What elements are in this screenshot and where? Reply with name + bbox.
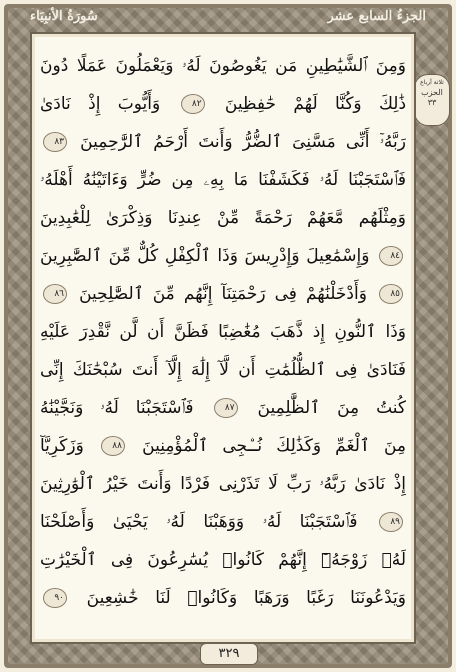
verse-line: [40, 580, 406, 616]
line-text: كُنتُ مِنَ ٱلظَّٰلِمِينَ: [257, 398, 406, 418]
hizb-marker-label: الحزب: [421, 88, 443, 97]
hizb-marker-number: ٣٣: [427, 98, 437, 107]
line-text-continued: وَأَيُّوبَ إِذْ نَادَىٰ: [40, 94, 161, 114]
verse-line: [40, 314, 406, 350]
line-text: مِنَ ٱلْغَمِّ وَكَذَٰلِكَ نُـۨجِى ٱلْمُؤْمِنِينَ: [142, 436, 406, 456]
verse-line: [40, 466, 406, 502]
ayah-number-marker: ٨٦: [43, 284, 67, 304]
page-number: ٣٢٩: [200, 643, 258, 665]
line-text: وَمِثْلَهُم مَّعَهُمْ رَحْمَةً مِّنْ عِندِنَا وَذِكْرَىٰ لِلْعَٰبِدِينَ: [40, 208, 406, 228]
ayah-number-marker: ٨٢: [181, 94, 205, 114]
ayah-number-marker: ٨٤: [379, 246, 403, 266]
page-header: [22, 6, 434, 26]
ayah-number-marker: ٨٧: [214, 398, 238, 418]
surah-name: سُورَةُ الأنبِيَاء: [30, 8, 98, 24]
line-text: وَأَدْخَلْنَٰهُمْ فِى رَحْمَتِنَآ إِنَّهُم مِّنَ ٱلصَّٰلِحِينَ: [79, 284, 367, 304]
verse-line: [40, 48, 406, 84]
line-text-continued: وَزَكَرِيَّآ: [40, 436, 84, 456]
line-text-continued: فَٱسْتَجَبْنَا لَهُۥ وَنَجَّيْنَٰهُ: [40, 398, 194, 418]
verse-line: [40, 200, 406, 236]
text-panel: [30, 32, 416, 644]
ayah-number-marker: ٨٥: [379, 284, 403, 304]
line-text: وَإِسْمَٰعِيلَ وَإِدْرِيسَ وَذَا ٱلْكِفْلِ كُلٌّ مِّنَ ٱلصَّٰبِرِينَ: [40, 246, 370, 266]
hizb-marker-quarter: ثلاثة أرباع: [420, 79, 444, 86]
line-text: فَٱسْتَجَبْنَا لَهُۥ فَكَشَفْنَا مَا بِهِۦ مِن ضُرٍّ وَءَاتَيْنَٰهُ أَهْلَهُۥ: [40, 170, 406, 190]
verse-line: [40, 276, 406, 312]
verse-line: [40, 390, 406, 426]
verse-line: [40, 352, 406, 388]
line-text: فَنَادَىٰ فِى ٱلظُّلُمَٰتِ أَن لَّآ إِلَٰهَ إِلَّآ أَنتَ سُبْحَٰنَكَ إِنِّى: [40, 360, 406, 380]
ayah-number-marker: ٨٩: [379, 512, 403, 532]
verse-line: [40, 162, 406, 198]
line-text: ذَٰلِكَ وَكُنَّا لَهُمْ حَٰفِظِينَ: [224, 94, 406, 114]
line-text: وَذَا ٱلنُّونِ إِذ ذَّهَبَ مُغَٰضِبًا فَظَنَّ أَن لَّن نَّقْدِرَ عَلَيْهِ: [40, 322, 406, 342]
hizb-marker: [414, 74, 450, 126]
line-text: فَٱسْتَجَبْنَا لَهُۥ وَوَهَبْنَا لَهُۥ يَحْيَىٰ وَأَصْلَحْنَا: [40, 512, 358, 532]
verse-line: [40, 124, 406, 160]
verse-line: [40, 542, 406, 578]
line-text: لَهُۥ زَوْجَهُۥٓ إِنَّهُمْ كَانُوا۟ يُسَٰرِعُونَ فِى ٱلْخَيْرَٰتِ: [40, 550, 406, 570]
ayah-number-marker: ٨٣: [43, 132, 67, 152]
verse-line: [40, 86, 406, 122]
juz-name: الجزءُ السابع عشر: [327, 8, 426, 24]
line-text: إِذْ نَادَىٰ رَبَّهُۥ رَبِّ لَا تَذَرْنِى فَرْدًا وَأَنتَ خَيْرُ ٱلْوَٰرِثِينَ: [40, 474, 406, 494]
ayah-number-marker: ٨٨: [101, 436, 125, 456]
verse-lines: [40, 48, 406, 632]
line-text: وَمِنَ ٱلشَّيَٰطِينِ مَن يَغُوصُونَ لَهُۥ وَيَعْمَلُونَ عَمَلًا دُونَ: [40, 56, 406, 76]
verse-line: [40, 504, 406, 540]
verse-line: [40, 238, 406, 274]
verse-line: [40, 428, 406, 464]
ayah-number-marker: ٩٠: [43, 588, 67, 608]
line-text: وَيَدْعُونَنَا رَغَبًا وَرَهَبًا وَكَانُوا۟ لَنَا خَٰشِعِينَ: [86, 588, 406, 608]
line-text: رَبَّهُۥٓ أَنِّى مَسَّنِىَ ٱلضُّرُّ وَأَنتَ أَرْحَمُ ٱلرَّٰحِمِينَ: [80, 132, 406, 152]
